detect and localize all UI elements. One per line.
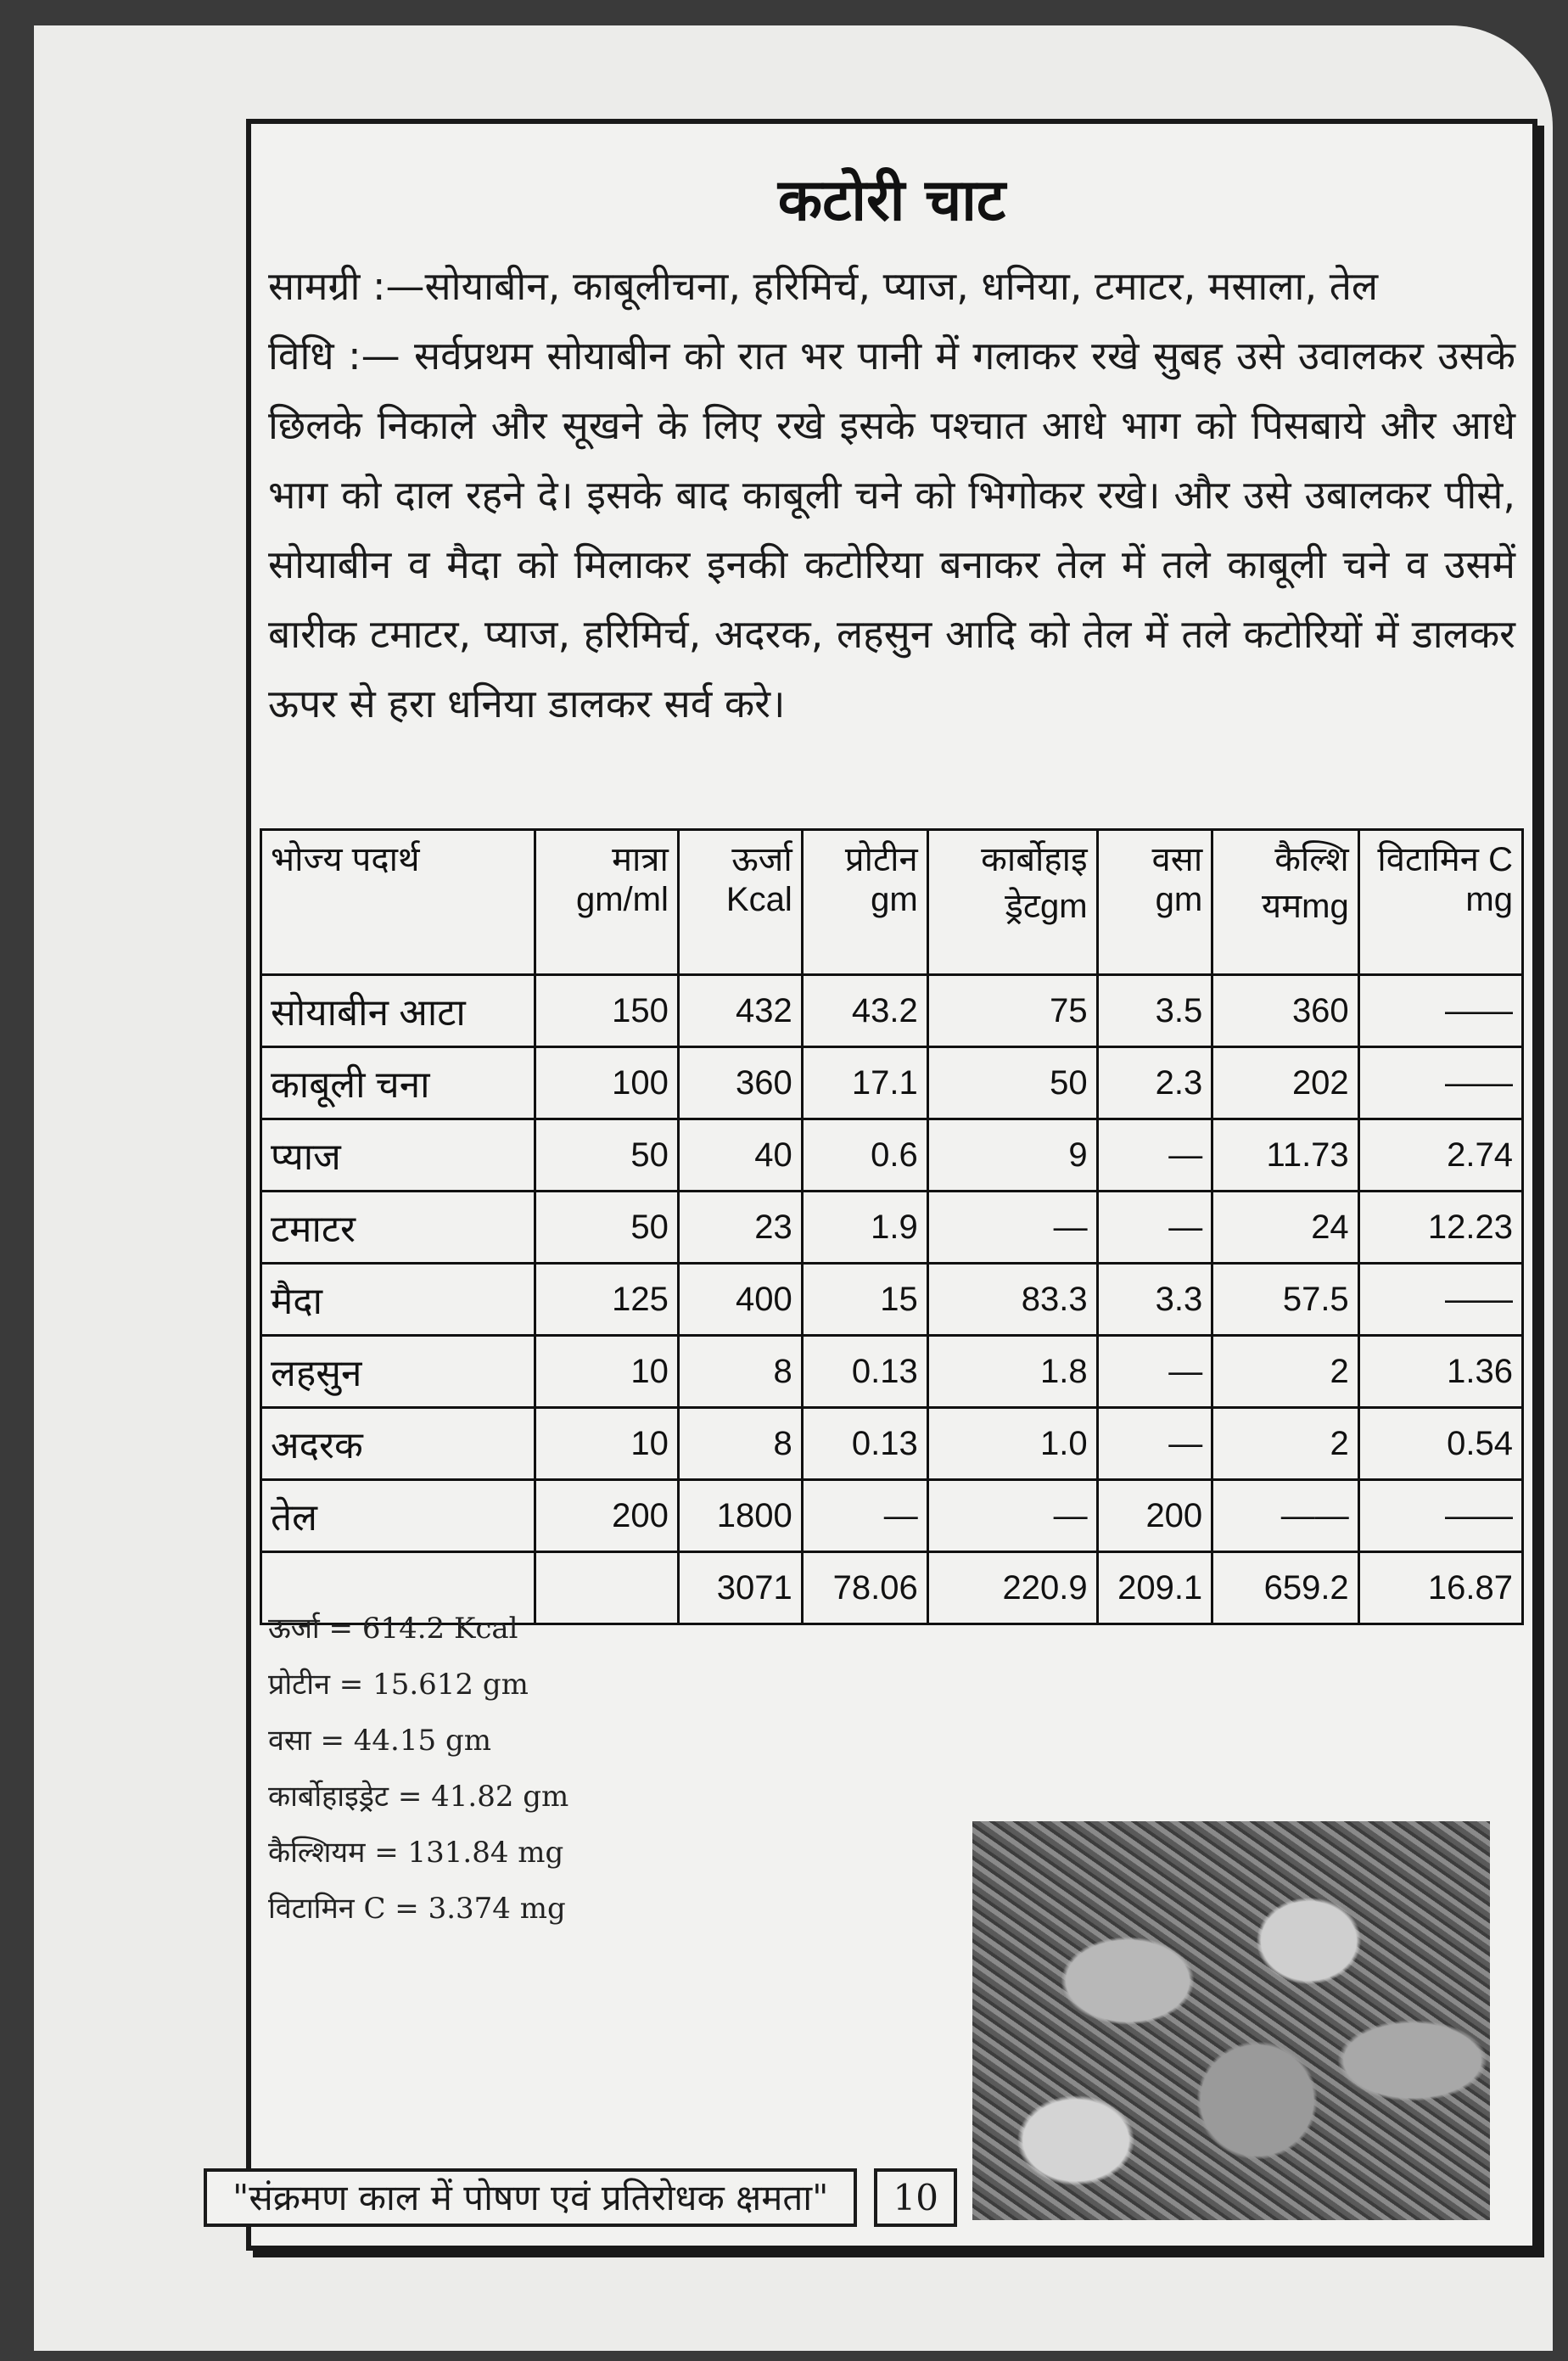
table-body (261, 975, 1523, 1624)
summary-energy: ऊर्जा = 614.2 Kcal (268, 1612, 518, 1646)
cell-quantity: 10 (535, 1408, 679, 1480)
cell-food: मैदा (261, 1264, 535, 1336)
cell-fat: 209.1 (1097, 1552, 1212, 1624)
table-row (261, 1264, 1523, 1336)
header-vitamin-c: विटामिन C mg (1358, 830, 1522, 975)
cell-vitamin-c: 16.87 (1358, 1552, 1522, 1624)
header-protein: प्रोटीन gm (802, 830, 927, 975)
cell-carbohydrate: — (927, 1480, 1097, 1552)
cell-protein: 43.2 (802, 975, 927, 1047)
cell-vitamin-c: 2.74 (1358, 1119, 1522, 1192)
summary-carbohydrate: कार्बोहाइड्रेट = 41.82 gm (268, 1780, 569, 1814)
cell-quantity: 10 (535, 1336, 679, 1408)
summary-vitamin-c: विटामिन C = 3.374 mg (268, 1892, 566, 1926)
table-row (261, 1192, 1523, 1264)
cell-food: अदरक (261, 1408, 535, 1480)
cell-vitamin-c: —— (1358, 1264, 1522, 1336)
cell-energy: 8 (678, 1336, 802, 1408)
cell-carbohydrate: 1.0 (927, 1408, 1097, 1480)
cell-fat: — (1097, 1119, 1212, 1192)
table-row (261, 1336, 1523, 1408)
ingredients-text: सामग्री :—सोयाबीन, काबूलीचना, हरिमिर्च, प्याज, धनिया, टमाटर, मसाला, तेल (268, 263, 1379, 309)
cell-energy: 432 (678, 975, 802, 1047)
cell-calcium: 2 (1212, 1336, 1359, 1408)
cell-calcium: 202 (1212, 1047, 1359, 1119)
cell-vitamin-c: 0.54 (1358, 1408, 1522, 1480)
recipe-text (268, 251, 1515, 738)
table-row (261, 1480, 1523, 1552)
cell-calcium: 57.5 (1212, 1264, 1359, 1336)
nutrition-table (260, 828, 1524, 1625)
cell-calcium: 2 (1212, 1408, 1359, 1480)
summary-protein: प्रोटीन = 15.612 gm (268, 1668, 529, 1702)
cell-fat: 2.3 (1097, 1047, 1212, 1119)
recipe-title: कटोरी चाट (777, 167, 1006, 234)
cell-carbohydrate: 9 (927, 1119, 1097, 1192)
cell-energy: 8 (678, 1408, 802, 1480)
cell-carbohydrate: 50 (927, 1047, 1097, 1119)
cell-food: काबूली चना (261, 1047, 535, 1119)
cell-protein: 17.1 (802, 1047, 927, 1119)
cell-food: सोयाबीन आटा (261, 975, 535, 1047)
cell-protein: 0.6 (802, 1119, 927, 1192)
book-title: "संक्रमण काल में पोषण एवं प्रतिरोधक क्षमता" (204, 2168, 857, 2227)
header-carbohydrate: कार्बोहाइ ड्रेटgm (927, 830, 1097, 975)
cell-protein: 78.06 (802, 1552, 927, 1624)
cell-calcium: 11.73 (1212, 1119, 1359, 1192)
cell-carbohydrate: 83.3 (927, 1264, 1097, 1336)
cell-food: टमाटर (261, 1192, 535, 1264)
cell-protein: 0.13 (802, 1408, 927, 1480)
cell-fat: 3.3 (1097, 1264, 1212, 1336)
cell-vitamin-c: —— (1358, 975, 1522, 1047)
method-text: विधि :— सर्वप्रथम सोयाबीन को रात भर पानी में गलाकर रखे सुबह उसे उवालकर उसके छिलके निकाले और सूखने के लिए रखे इसके पश्चात आधे भाग को पिसबाये और आधे भाग को दाल रहने दे। इसके बाद काबूली चने को भिगोकर रखे। और उसे उबालकर पीसे, सोयाबीन व मैदा को मिलाकर इनकी कटोरिया बनाकर तेल में तले काबूली चने व उसमें बारीक टमाटर, प्याज, हरिमिर्च, अदरक, लहसुन आदि को तेल में तले कटोरियों में डालकर ऊपर से हरा धनिया डालकर सर्व करे। (268, 333, 1515, 726)
cell-energy: 23 (678, 1192, 802, 1264)
header-fat: वसा gm (1097, 830, 1212, 975)
cell-fat: 200 (1097, 1480, 1212, 1552)
header-quantity: मात्रा gm/ml (535, 830, 679, 975)
cell-calcium: 659.2 (1212, 1552, 1359, 1624)
header-food-item: भोज्य पदार्थ (261, 830, 535, 975)
cell-vitamin-c: —— (1358, 1047, 1522, 1119)
summary-fat: वसा = 44.15 gm (268, 1724, 491, 1758)
cell-calcium: 360 (1212, 975, 1359, 1047)
cell-quantity: 100 (535, 1047, 679, 1119)
cell-vitamin-c: 12.23 (1358, 1192, 1522, 1264)
cell-energy: 400 (678, 1264, 802, 1336)
cell-protein: — (802, 1480, 927, 1552)
dish-photo (972, 1821, 1490, 2220)
cell-carbohydrate: 75 (927, 975, 1097, 1047)
cell-calcium: —— (1212, 1480, 1359, 1552)
cell-food: लहसुन (261, 1336, 535, 1408)
cell-protein: 15 (802, 1264, 927, 1336)
cell-carbohydrate: 1.8 (927, 1336, 1097, 1408)
cell-quantity: 200 (535, 1480, 679, 1552)
table-row (261, 1119, 1523, 1192)
cell-vitamin-c: 1.36 (1358, 1336, 1522, 1408)
nutrient-summary (268, 1601, 568, 1937)
page-footer (204, 2173, 957, 2221)
cell-protein: 0.13 (802, 1336, 927, 1408)
cell-energy: 40 (678, 1119, 802, 1192)
cell-energy: 3071 (678, 1552, 802, 1624)
header-energy: ऊर्जा Kcal (678, 830, 802, 975)
page-number: 10 (874, 2168, 956, 2227)
cell-food: तेल (261, 1480, 535, 1552)
book-page (34, 25, 1553, 2351)
cell-quantity: 50 (535, 1192, 679, 1264)
cell-fat: — (1097, 1336, 1212, 1408)
cell-food: प्याज (261, 1119, 535, 1192)
cell-quantity: 150 (535, 975, 679, 1047)
table-row (261, 1047, 1523, 1119)
page-frame (246, 119, 1537, 2251)
table-header-row (261, 830, 1523, 975)
cell-quantity: 125 (535, 1264, 679, 1336)
cell-protein: 1.9 (802, 1192, 927, 1264)
cell-quantity: 50 (535, 1119, 679, 1192)
cell-fat: — (1097, 1408, 1212, 1480)
table-row (261, 975, 1523, 1047)
table-row (261, 1408, 1523, 1480)
cell-energy: 1800 (678, 1480, 802, 1552)
cell-fat: 3.5 (1097, 975, 1212, 1047)
cell-calcium: 24 (1212, 1192, 1359, 1264)
header-calcium: कैल्शि यमmg (1212, 830, 1359, 975)
summary-calcium: कैल्शियम = 131.84 mg (268, 1836, 564, 1870)
cell-carbohydrate: 220.9 (927, 1552, 1097, 1624)
cell-fat: — (1097, 1192, 1212, 1264)
cell-energy: 360 (678, 1047, 802, 1119)
cell-vitamin-c: —— (1358, 1480, 1522, 1552)
cell-carbohydrate: — (927, 1192, 1097, 1264)
